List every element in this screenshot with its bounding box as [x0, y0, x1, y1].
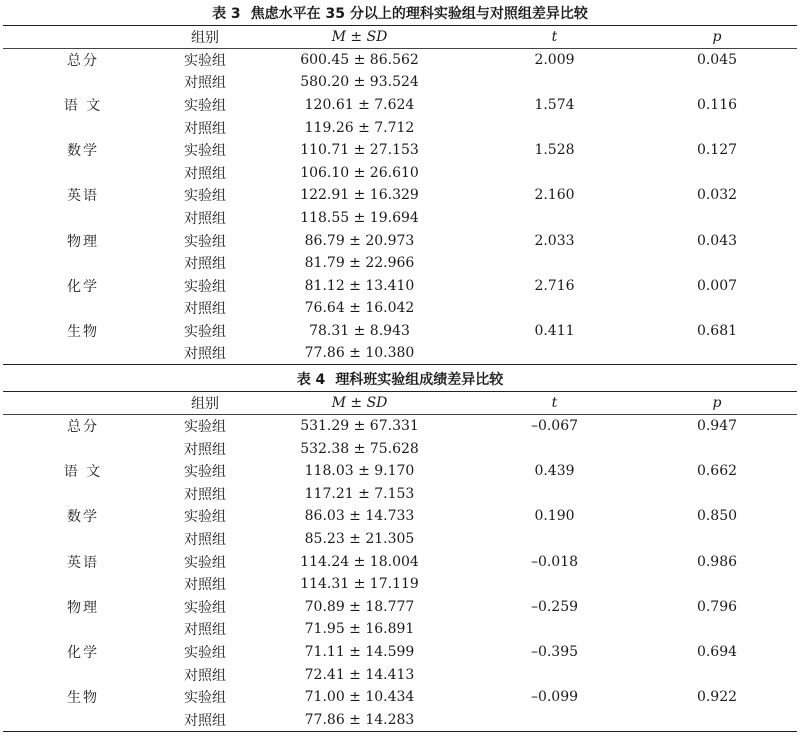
p-value-cell	[637, 483, 797, 506]
table-row	[3, 686, 797, 709]
table3-caption-title: 焦虑水平在 35 分以上的理科实验组与对照组差异比较	[250, 6, 588, 22]
table3-header-p: p	[637, 26, 797, 49]
group-cell: 对照组	[184, 667, 226, 684]
table4-header-subject	[3, 392, 163, 415]
table4	[3, 391, 797, 731]
subject-cell	[3, 709, 163, 732]
group-cell: 对照组	[184, 165, 226, 182]
p-value-cell	[637, 528, 797, 551]
p-value-cell: 0.116	[696, 96, 738, 113]
msd-cell: 110.71 ± 27.153	[300, 142, 419, 159]
table4-caption-number: 表 4	[296, 372, 326, 389]
table-row	[3, 184, 797, 207]
table3	[3, 25, 797, 365]
t-value-cell: –0.395	[530, 644, 579, 661]
t-value-cell	[472, 437, 637, 460]
msd-cell: 106.10 ± 26.610	[300, 164, 419, 181]
subject-cell	[3, 207, 163, 230]
p-value-cell: 0.922	[696, 689, 738, 706]
table-row	[3, 596, 797, 619]
subject-cell	[3, 116, 163, 139]
table-row	[3, 437, 797, 460]
p-value-cell	[637, 297, 797, 320]
t-value-cell: 0.439	[534, 463, 575, 480]
table-row	[3, 483, 797, 506]
t-value-cell: 0.411	[534, 322, 575, 339]
p-value-cell: 0.032	[696, 187, 738, 204]
p-value-cell: 0.007	[696, 277, 738, 294]
group-cell: 实验组	[184, 323, 226, 340]
subject-cell	[3, 71, 163, 94]
group-cell: 实验组	[184, 53, 226, 70]
msd-cell: 532.38 ± 75.628	[300, 440, 419, 457]
table-row	[3, 252, 797, 275]
subject-cell: 总分	[67, 419, 99, 436]
msd-cell: 86.03 ± 14.733	[304, 508, 415, 525]
p-value-cell: 0.045	[696, 52, 738, 69]
group-cell: 实验组	[184, 599, 226, 616]
t-value-cell	[472, 297, 637, 320]
table-row	[3, 573, 797, 596]
subject-cell	[3, 297, 163, 320]
table-row	[3, 641, 797, 664]
msd-cell: 77.86 ± 10.380	[247, 342, 472, 365]
msd-cell: 76.64 ± 16.042	[304, 300, 415, 317]
t-value-cell	[472, 252, 637, 275]
msd-cell: 580.20 ± 93.524	[300, 74, 419, 91]
msd-cell: 114.31 ± 17.119	[300, 576, 419, 593]
subject-cell: 物理	[67, 233, 99, 250]
group-cell: 实验组	[184, 188, 226, 205]
table-row	[3, 229, 797, 252]
group-cell: 实验组	[184, 233, 226, 250]
table-row	[3, 415, 797, 438]
t-value-cell	[472, 483, 637, 506]
t-value-cell	[472, 116, 637, 139]
table-row	[3, 207, 797, 230]
table-row	[3, 618, 797, 641]
table-row	[3, 663, 797, 686]
subject-cell: 物理	[67, 599, 99, 616]
msd-cell: 119.26 ± 7.712	[304, 119, 415, 136]
group-cell: 对照组	[163, 709, 247, 732]
p-value-cell	[637, 71, 797, 94]
msd-cell: 71.11 ± 14.599	[304, 644, 415, 661]
group-cell: 对照组	[184, 301, 226, 318]
group-cell: 实验组	[184, 419, 226, 436]
table-row	[3, 505, 797, 528]
group-cell: 对照组	[184, 441, 226, 458]
t-value-cell	[472, 618, 637, 641]
t-value-cell: 2.716	[534, 277, 575, 294]
table3-header-t: t	[472, 26, 637, 49]
t-value-cell: 2.160	[534, 187, 575, 204]
msd-cell: 77.86 ± 14.283	[247, 709, 472, 732]
table-row	[3, 71, 797, 94]
table4-body	[3, 415, 797, 731]
msd-cell: 71.00 ± 10.434	[304, 689, 415, 706]
subject-cell	[3, 528, 163, 551]
t-value-cell	[472, 528, 637, 551]
msd-cell: 118.03 ± 9.170	[304, 463, 415, 480]
table4-header-msd: M ± SD	[247, 392, 472, 415]
p-value-cell	[637, 342, 797, 365]
table3-header-group: 组别	[163, 26, 247, 49]
group-cell: 实验组	[184, 690, 226, 707]
t-value-cell	[472, 161, 637, 184]
t-value-cell: –0.099	[530, 689, 579, 706]
t-value-cell: –0.018	[530, 553, 579, 570]
group-cell: 对照组	[184, 75, 226, 92]
group-cell: 对照组	[184, 577, 226, 594]
table3-caption	[0, 3, 800, 25]
table4-header-t: t	[472, 392, 637, 415]
subject-cell	[3, 252, 163, 275]
group-cell: 对照组	[184, 622, 226, 639]
subject-cell: 化学	[67, 645, 99, 662]
msd-cell: 72.41 ± 14.413	[304, 666, 415, 683]
msd-cell: 120.61 ± 7.624	[304, 96, 415, 113]
msd-cell: 531.29 ± 67.331	[300, 418, 419, 435]
table3-body	[3, 49, 797, 365]
p-value-cell	[637, 252, 797, 275]
msd-cell: 71.95 ± 16.891	[304, 621, 415, 638]
table-row	[3, 550, 797, 573]
msd-cell: 78.31 ± 8.943	[309, 322, 410, 339]
t-value-cell	[472, 342, 637, 365]
table3-caption-number: 表 3	[212, 6, 241, 22]
group-cell: 实验组	[184, 554, 226, 571]
t-value-cell	[472, 573, 637, 596]
subject-cell: 总分	[67, 53, 99, 70]
subject-cell: 语 文	[63, 464, 103, 481]
group-cell: 实验组	[184, 97, 226, 114]
subject-cell: 英语	[67, 188, 99, 205]
group-cell: 实验组	[184, 278, 226, 295]
group-cell: 对照组	[184, 256, 226, 273]
table-row	[3, 274, 797, 297]
t-value-cell: 1.574	[534, 96, 575, 113]
subject-cell	[3, 161, 163, 184]
t-value-cell: 2.033	[534, 232, 575, 249]
p-value-cell: 0.043	[696, 232, 738, 249]
table4-header-p: p	[637, 392, 797, 415]
p-value-cell: 0.796	[696, 598, 738, 615]
t-value-cell: 2.009	[534, 52, 575, 69]
t-value-cell	[472, 709, 637, 732]
msd-cell: 81.79 ± 22.966	[304, 255, 415, 272]
table4-caption	[0, 369, 800, 391]
table-row	[3, 94, 797, 117]
table-row	[3, 297, 797, 320]
group-cell: 实验组	[184, 645, 226, 662]
table-row	[3, 161, 797, 184]
group-cell: 实验组	[184, 464, 226, 481]
p-value-cell	[637, 116, 797, 139]
p-value-cell	[637, 161, 797, 184]
p-value-cell	[637, 663, 797, 686]
group-cell: 对照组	[184, 120, 226, 137]
subject-cell: 生物	[67, 690, 99, 707]
p-value-cell	[637, 709, 797, 732]
msd-cell: 70.89 ± 18.777	[304, 598, 415, 615]
t-value-cell: –0.259	[530, 598, 579, 615]
table3-header-row	[3, 26, 797, 49]
p-value-cell: 0.681	[696, 322, 738, 339]
p-value-cell	[637, 573, 797, 596]
group-cell: 实验组	[184, 509, 226, 526]
table-row	[3, 342, 797, 365]
msd-cell: 114.24 ± 18.004	[300, 553, 419, 570]
msd-cell: 85.23 ± 21.305	[304, 531, 415, 548]
group-cell: 实验组	[184, 143, 226, 160]
table3-header-subject	[3, 26, 163, 49]
p-value-cell: 0.947	[696, 418, 738, 435]
p-value-cell: 0.127	[696, 142, 738, 159]
msd-cell: 117.21 ± 7.153	[304, 485, 415, 502]
table4-caption-title: 理科班实验组成绩差异比较	[335, 372, 504, 389]
msd-cell: 118.55 ± 19.694	[300, 209, 419, 226]
t-value-cell	[472, 663, 637, 686]
document-page	[0, 3, 800, 747]
subject-cell	[3, 663, 163, 686]
subject-cell: 数学	[67, 509, 99, 526]
group-cell: 对照组	[184, 210, 226, 227]
msd-cell: 86.79 ± 20.973	[304, 232, 415, 249]
p-value-cell: 0.694	[696, 644, 738, 661]
t-value-cell	[472, 71, 637, 94]
p-value-cell: 0.850	[696, 508, 738, 525]
t-value-cell: 0.190	[534, 508, 575, 525]
subject-cell: 语 文	[63, 97, 103, 114]
subject-cell	[3, 573, 163, 596]
table4-header-group: 组别	[163, 392, 247, 415]
subject-cell	[3, 342, 163, 365]
t-value-cell: –0.067	[530, 418, 579, 435]
table-row	[3, 460, 797, 483]
table3-header-msd: M ± SD	[247, 26, 472, 49]
group-cell: 对照组	[163, 342, 247, 365]
table4-header-row	[3, 392, 797, 415]
table-row	[3, 528, 797, 551]
table-row	[3, 139, 797, 162]
t-value-cell	[472, 207, 637, 230]
subject-cell	[3, 483, 163, 506]
table-row	[3, 49, 797, 72]
p-value-cell	[637, 618, 797, 641]
group-cell: 对照组	[184, 532, 226, 549]
p-value-cell	[637, 437, 797, 460]
subject-cell: 生物	[67, 323, 99, 340]
msd-cell: 81.12 ± 13.410	[304, 277, 415, 294]
msd-cell: 122.91 ± 16.329	[300, 187, 419, 204]
subject-cell: 数学	[67, 143, 99, 160]
subject-cell: 化学	[67, 278, 99, 295]
group-cell: 对照组	[184, 486, 226, 503]
p-value-cell: 0.986	[696, 553, 738, 570]
p-value-cell	[637, 207, 797, 230]
msd-cell: 600.45 ± 86.562	[300, 52, 419, 69]
table-row	[3, 320, 797, 343]
subject-cell	[3, 618, 163, 641]
t-value-cell: 1.528	[534, 142, 575, 159]
p-value-cell: 0.662	[696, 463, 738, 480]
table-row	[3, 116, 797, 139]
subject-cell: 英语	[67, 554, 99, 571]
table-row	[3, 709, 797, 732]
subject-cell	[3, 437, 163, 460]
